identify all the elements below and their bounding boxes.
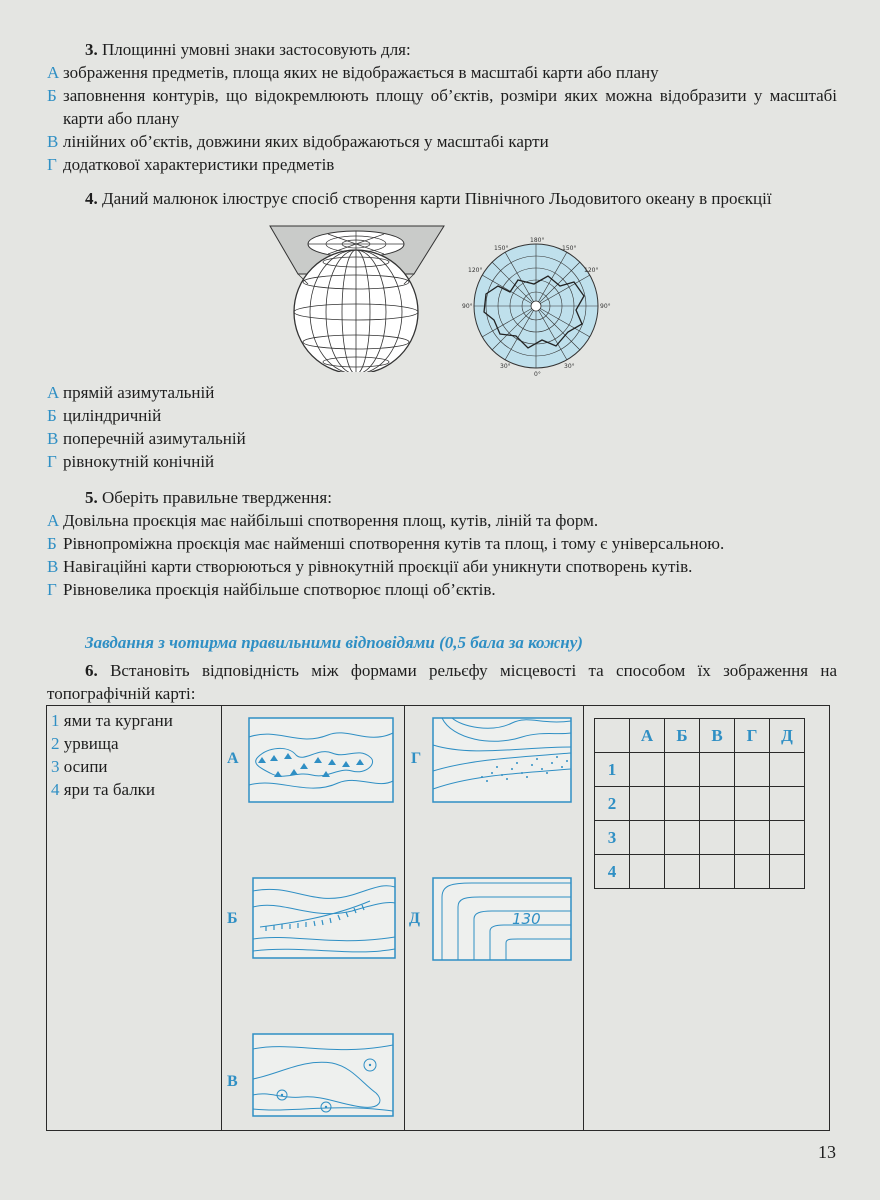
q3-option-v[interactable]: В лінійних об’єктів, довжини яких відображаються у масштабі карти — [47, 132, 549, 151]
answer-cell[interactable] — [630, 753, 665, 787]
polar-label-150-right: 150° — [562, 245, 577, 252]
answer-col-a: А — [630, 719, 665, 753]
polar-map-figure — [456, 236, 616, 378]
answer-col-v: В — [700, 719, 735, 753]
q5-option-v[interactable]: В Навігаційні карти створюються у рівнокутній проєкції аби уникнути спотворень кутів. — [47, 557, 693, 576]
answer-grid-corner — [595, 719, 630, 753]
answer-cell[interactable] — [735, 787, 770, 821]
answer-row-2: 2 — [595, 787, 630, 821]
answer-cell[interactable] — [630, 855, 665, 889]
q3-option-b[interactable]: Б заповнення контурів, що відокремлюють площу об’єктів, розміри яких можна відобразити у масштабі карти або плану — [47, 86, 837, 128]
polar-label-120: 120° — [584, 267, 599, 274]
map-a-figure — [248, 717, 394, 803]
question-4-title: 4. Даний малюнок ілюструє спосіб створення карти Північного Льодовитого океану в проєкції — [85, 189, 772, 208]
polar-label-90-right: 90° — [600, 303, 611, 310]
answer-col-d: Д — [770, 719, 805, 753]
map-label-b: Б — [227, 910, 238, 927]
answer-cell[interactable] — [770, 855, 805, 889]
question-6 — [47, 659, 837, 705]
answer-cell[interactable] — [770, 821, 805, 855]
question-4 — [47, 187, 837, 210]
answer-cell[interactable] — [735, 821, 770, 855]
item-4: 4 яри та балки — [51, 780, 156, 799]
q4-option-v[interactable]: В поперечній азимутальній — [47, 429, 246, 448]
polar-label-90-left: 90° — [462, 303, 473, 310]
question-3 — [47, 38, 837, 176]
answer-cell[interactable] — [700, 821, 735, 855]
map-b-figure — [252, 877, 396, 959]
answer-cell[interactable] — [700, 855, 735, 889]
answer-cell[interactable] — [665, 821, 700, 855]
question-4-options — [47, 381, 837, 473]
q3-option-g[interactable]: Г додаткової характеристики предметів — [47, 155, 335, 174]
map-g-figure — [432, 717, 572, 803]
answer-grid — [594, 718, 805, 889]
answer-cell[interactable] — [770, 753, 805, 787]
map-label-d: Д — [409, 910, 421, 927]
answer-cell[interactable] — [665, 855, 700, 889]
polar-label-180: 180° — [530, 237, 545, 244]
question-6-title: 6. Встановіть відповідність між формами рельєфу місцевості та способом їх зображення на топографічній карті: — [47, 661, 838, 703]
q5-option-g[interactable]: Г Рівновелика проєкція найбільше спотворює площі об’єктів. — [47, 580, 496, 599]
polar-label-120-left: 120° — [468, 267, 483, 274]
polar-label-30-left: 30° — [500, 363, 511, 370]
question-5 — [47, 486, 837, 601]
answer-cell[interactable] — [700, 753, 735, 787]
answer-cell[interactable] — [700, 787, 735, 821]
map-d-figure — [432, 877, 572, 961]
answer-cell[interactable] — [665, 787, 700, 821]
question-5-title: 5. Оберіть правильне твердження: — [85, 488, 332, 507]
map-label-v: В — [227, 1073, 238, 1090]
answer-cell[interactable] — [665, 753, 700, 787]
answer-row-1: 1 — [595, 753, 630, 787]
polar-label-30-right: 30° — [564, 363, 575, 370]
answer-row-4: 4 — [595, 855, 630, 889]
answer-cell[interactable] — [630, 787, 665, 821]
answer-cell[interactable] — [735, 753, 770, 787]
q4-option-g[interactable]: Г рівнокутній конічній — [47, 452, 215, 471]
polar-label-150-left: 150° — [494, 245, 509, 252]
q4-option-b[interactable]: Б циліндричній — [47, 406, 162, 425]
q5-option-b[interactable]: Б Рівнопроміжна проєкція має найменші спотворення кутів та площ, і тому є універсальною. — [47, 534, 725, 553]
q4-option-a[interactable]: А прямій азимутальній — [47, 383, 215, 402]
q3-option-a[interactable]: А зображення предметів, площа яких не відображається в масштабі карти або плану — [47, 63, 659, 82]
item-2: 2 урвища — [51, 734, 119, 753]
answer-col-g: Г — [735, 719, 770, 753]
section-title: Завдання з чотирма правильними відповідями (0,5 бала за кожну) — [85, 633, 583, 652]
items-column — [47, 706, 222, 1131]
answer-cell[interactable] — [735, 855, 770, 889]
item-1: 1 ями та кургани — [51, 711, 173, 730]
q5-option-a[interactable]: А Довільна проєкція має найбільші спотворення площ, кутів, ліній та форм. — [47, 511, 599, 530]
answer-cell[interactable] — [630, 821, 665, 855]
answer-col-b: Б — [665, 719, 700, 753]
item-3: 3 осипи — [51, 757, 108, 776]
polar-label-0: 0° — [534, 371, 541, 378]
map-label-g: Г — [411, 750, 422, 767]
question-3-title: 3. Площинні умовні знаки застосовують для: — [85, 40, 411, 59]
map-label-a: А — [227, 750, 239, 767]
contour-value: 130 — [512, 910, 541, 928]
answer-cell[interactable] — [770, 787, 805, 821]
map-v-figure — [252, 1033, 394, 1117]
answer-row-3: 3 — [595, 821, 630, 855]
page-number: 13 — [818, 1142, 836, 1162]
globe-projection-figure — [268, 222, 448, 372]
